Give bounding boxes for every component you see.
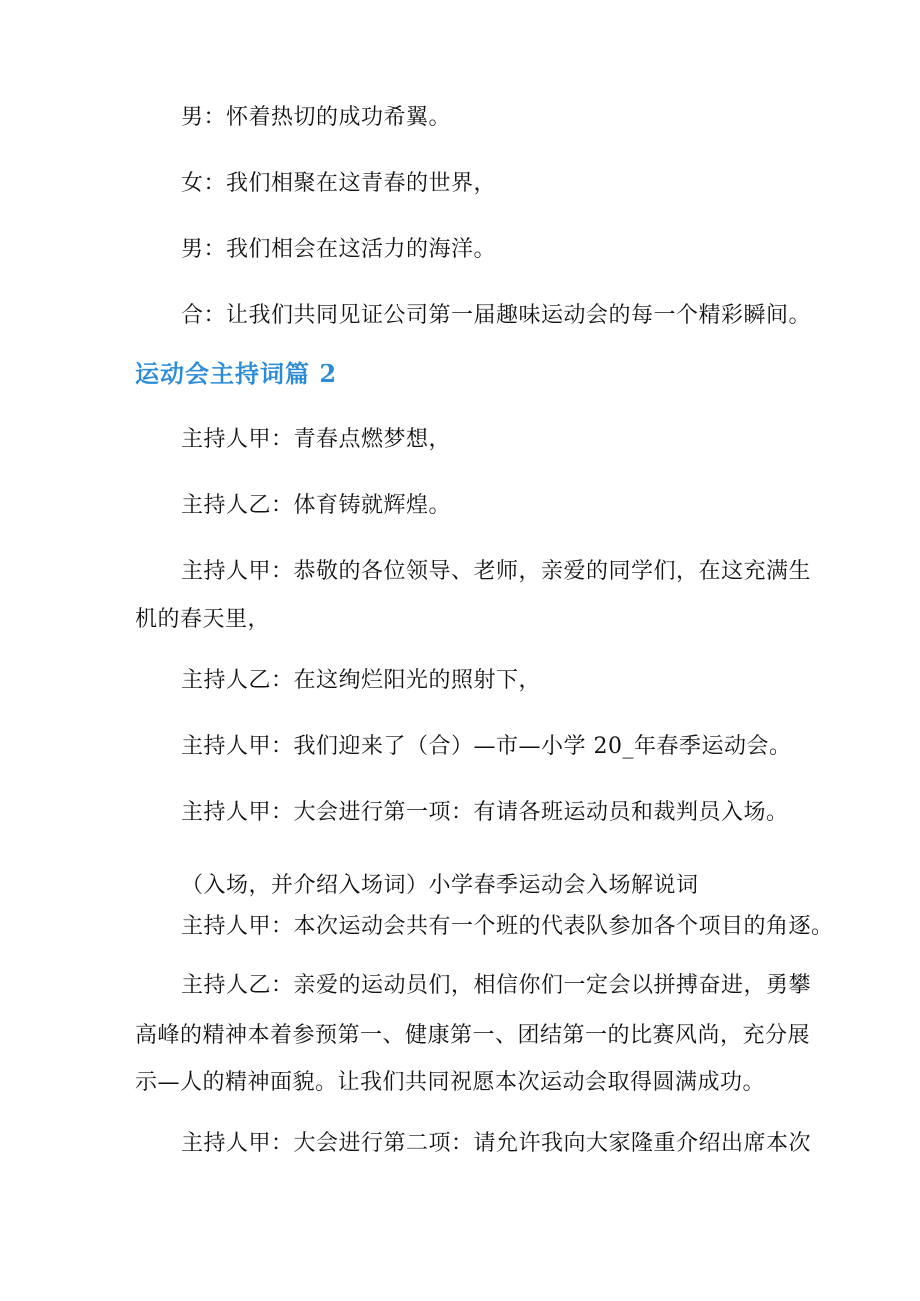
dialogue-line-continuation: 机的春天里， xyxy=(135,607,271,632)
dialogue-line: 男：我们相会在这活力的海洋。 xyxy=(181,237,497,262)
stage-direction: （入场，并介绍入场词）小学春季运动会入场解说词 xyxy=(181,873,699,898)
dialogue-line: 主持人乙：体育铸就辉煌。 xyxy=(181,493,452,518)
dialogue-line: 主持人甲：大会进行第二项：请允许我向大家隆重介绍出席本次 xyxy=(181,1131,812,1156)
dialogue-line: 主持人甲：青春点燃梦想， xyxy=(181,427,452,452)
dialogue-line: 主持人甲：大会进行第一项：有请各班运动员和裁判员入场。 xyxy=(181,800,789,825)
dialogue-line: 合：让我们共同见证公司第一届趣味运动会的每一个精彩瞬间。 xyxy=(181,303,812,328)
dialogue-line: 男：怀着热切的成功希翼。 xyxy=(181,105,452,130)
dialogue-line: 主持人甲：恭敬的各位领导、老师，亲爱的同学们，在这充满生 xyxy=(181,559,812,584)
dialogue-line: 主持人甲：本次运动会共有一个班的代表队参加各个项目的角逐。 xyxy=(181,914,834,939)
dialogue-line: 主持人甲：我们迎来了（合）—市—小学 20_年春季运动会。 xyxy=(181,734,792,759)
dialogue-line: 女：我们相聚在这青春的世界， xyxy=(181,171,497,196)
dialogue-line-continuation: 高峰的精神本着参预第一、健康第一、团结第一的比赛风尚，充分展 xyxy=(135,1023,811,1048)
dialogue-line-continuation: 示—人的精神面貌。让我们共同祝愿本次运动会取得圆满成功。 xyxy=(135,1070,766,1095)
dialogue-line: 主持人乙：亲爱的运动员们，相信你们一定会以拼搏奋进，勇攀 xyxy=(181,973,812,998)
section-heading: 运动会主持词篇 2 xyxy=(135,359,338,388)
dialogue-line: 主持人乙：在这绚烂阳光的照射下， xyxy=(181,668,542,693)
